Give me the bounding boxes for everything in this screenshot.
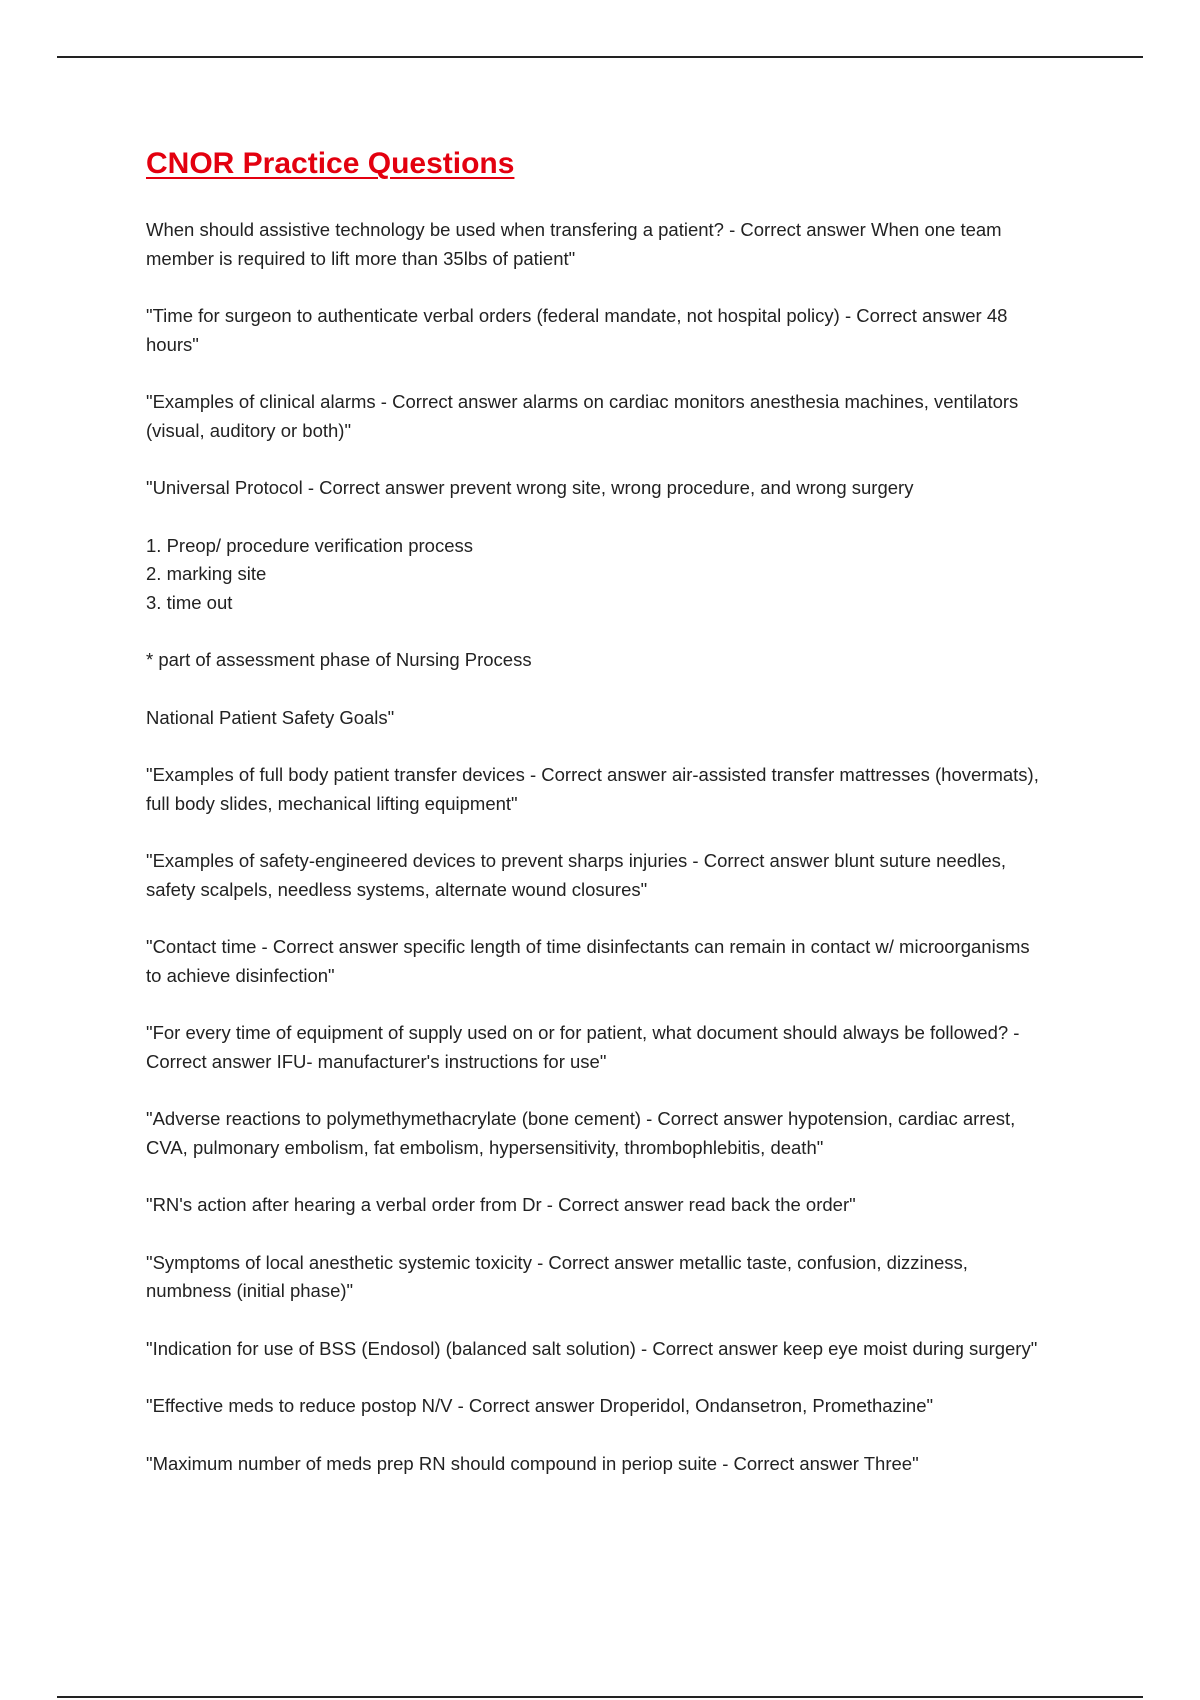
- qa-paragraph: "Symptoms of local anesthetic systemic toxicity - Correct answer metallic taste, confusion, dizziness, numbness (initial phase)": [146, 1251, 968, 1301]
- qa-paragraph: "Effective meds to reduce postop N/V - Correct answer Droperidol, Ondansetron, Promethazine": [146, 1395, 934, 1416]
- qa-paragraph: "Universal Protocol - Correct answer prevent wrong site, wrong procedure, and wrong surgery: [146, 477, 914, 498]
- qa-paragraph: When should assistive technology be used when transfering a patient? - Correct answer When one team member is required to lift more than 35lbs of patient": [146, 219, 1002, 269]
- qa-paragraph: "RN's action after hearing a verbal order from Dr - Correct answer read back the order": [146, 1194, 856, 1215]
- footer-rule: [57, 1696, 1143, 1698]
- qa-paragraph: "Time for surgeon to authenticate verbal orders (federal mandate, not hospital policy) - Correct answer 48 hours": [146, 305, 1008, 355]
- note-paragraph: * part of assessment phase of Nursing Process: [146, 649, 532, 670]
- numbered-list: 1. Preop/ procedure verification process 2. marking site 3. time out: [146, 534, 474, 613]
- qa-paragraph: "Maximum number of meds prep RN should compound in periop suite - Correct answer Three": [146, 1452, 919, 1474]
- qa-paragraph: "For every time of equipment of supply used on or for patient, what document should always be followed? - Correct answer IFU- manufacturer's instructions for use": [146, 1022, 1020, 1072]
- qa-paragraph: "Examples of full body patient transfer devices - Correct answer air-assisted transfer mattresses (hovermats), full body slides, mechanical lifting equipment": [146, 764, 1039, 814]
- qa-paragraph: "Examples of clinical alarms - Correct answer alarms on cardiac monitors anesthesia machines, ventilators (visual, auditory or both)": [146, 391, 1019, 441]
- document-body: [146, 146, 1046, 1507]
- document-title: CNOR Practice Questions: [146, 147, 515, 180]
- note-paragraph: National Patient Safety Goals": [146, 706, 395, 728]
- qa-paragraph: "Indication for use of BSS (Endosol) (balanced salt solution) - Correct answer keep eye moist during surgery": [146, 1337, 1038, 1359]
- qa-paragraph: "Adverse reactions to polymethymethacrylate (bone cement) - Correct answer hypotension, cardiac arrest, CVA, pulmonary embolism, fat embolism, hypersensitivity, thrombophlebitis, death": [146, 1108, 1016, 1158]
- qa-paragraph: "Contact time - Correct answer specific length of time disinfectants can remain in contact w/ microorganisms to achieve disinfection": [146, 936, 1030, 986]
- header-rule: [57, 56, 1143, 58]
- qa-paragraph: "Examples of safety-engineered devices to prevent sharps injuries - Correct answer blunt suture needles, safety scalpels, needless systems, alternate wound closures": [146, 850, 1007, 900]
